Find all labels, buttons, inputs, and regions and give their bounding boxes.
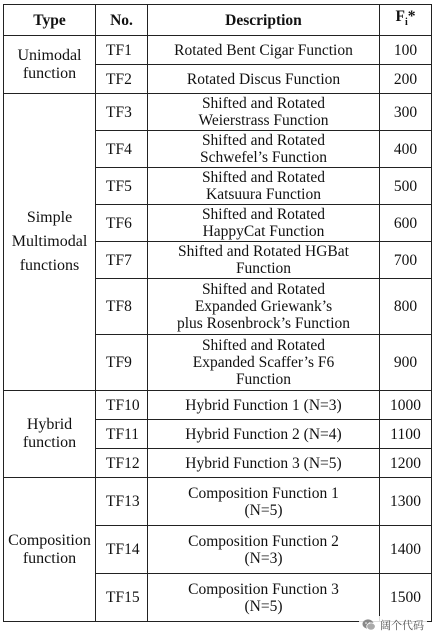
type-label-line: Hybrid <box>26 416 73 433</box>
function-number: TF14 <box>96 526 148 574</box>
type-label <box>6 532 93 568</box>
function-description <box>148 94 380 131</box>
description-line: Hybrid Function 2 (N=4) <box>185 425 342 443</box>
function-number: TF8 <box>96 279 148 335</box>
function-optimum-value: 900 <box>380 335 432 391</box>
type-cell <box>4 478 96 622</box>
table-row <box>4 36 432 65</box>
description-line: Shifted and Rotated <box>201 337 326 354</box>
description-line: (N=3) <box>244 549 283 567</box>
type-label <box>6 47 93 83</box>
function-optimum-value: 1200 <box>380 449 432 478</box>
type-label-line: Multimodal <box>11 233 88 250</box>
function-description <box>148 279 380 335</box>
function-description <box>148 574 380 622</box>
function-number: TF1 <box>96 36 148 65</box>
description-line: Shifted and Rotated <box>201 281 326 298</box>
type-label-line: function <box>22 549 77 567</box>
table-row <box>4 94 432 131</box>
type-label-line: Composition <box>8 531 91 549</box>
function-number: TF5 <box>96 168 148 205</box>
function-description <box>148 205 380 242</box>
function-optimum-value: 1100 <box>380 420 432 449</box>
function-description <box>148 168 380 205</box>
function-optimum-value: 100 <box>380 36 432 65</box>
function-optimum-value: 1500 <box>380 574 432 622</box>
watermark <box>359 616 427 634</box>
function-optimum-value: 600 <box>380 205 432 242</box>
function-number: TF7 <box>96 242 148 279</box>
description-line: Rotated Discus Function <box>186 70 341 88</box>
function-optimum-value: 1300 <box>380 478 432 526</box>
type-label-line: Unimodal <box>17 46 82 64</box>
description-line: Expanded Griewank’s <box>194 298 333 315</box>
description-line: Expanded Scaffer’s F6 <box>192 354 335 371</box>
description-line: (N=5) <box>244 501 283 519</box>
function-description <box>148 391 380 420</box>
table-body <box>4 36 432 622</box>
function-optimum-value: 300 <box>380 94 432 131</box>
function-description <box>148 526 380 574</box>
header-fi-main: F <box>395 8 405 26</box>
header-no: No. <box>96 5 148 36</box>
type-label-line: functions <box>19 257 80 274</box>
description-line: Hybrid Function 1 (N=3) <box>185 396 342 414</box>
header-fi-star: * <box>407 8 416 26</box>
description-line: Schwefel’s Function <box>200 149 327 166</box>
type-label-line: Simple <box>26 209 73 226</box>
description-line: plus Rosenbrock’s Function <box>176 315 351 332</box>
function-number: TF9 <box>96 335 148 391</box>
function-description <box>148 478 380 526</box>
benchmark-functions-table <box>3 4 432 622</box>
function-number: TF6 <box>96 205 148 242</box>
description-line: Shifted and Rotated <box>201 95 326 112</box>
function-description <box>148 449 380 478</box>
function-number: TF11 <box>96 420 148 449</box>
description-line: Composition Function 2 <box>188 532 339 550</box>
description-line: Shifted and Rotated <box>201 206 326 223</box>
description-line: Composition Function 1 <box>188 484 339 502</box>
description-line: Weierstrass Function <box>198 112 329 129</box>
wechat-icon <box>362 618 376 632</box>
function-number: TF13 <box>96 478 148 526</box>
type-label-line: function <box>22 434 77 451</box>
function-optimum-value: 800 <box>380 279 432 335</box>
description-line: Shifted and Rotated HGBat <box>178 243 349 260</box>
function-number: TF12 <box>96 449 148 478</box>
function-optimum-value: 500 <box>380 168 432 205</box>
function-description <box>148 335 380 391</box>
function-number: TF4 <box>96 131 148 168</box>
description-line: Function <box>235 260 292 277</box>
type-cell <box>4 36 96 94</box>
table-row <box>4 391 432 420</box>
header-type: Type <box>4 5 96 36</box>
function-number: TF15 <box>96 574 148 622</box>
description-line: Shifted and Rotated <box>201 169 326 186</box>
type-label <box>6 209 93 275</box>
function-number: TF3 <box>96 94 148 131</box>
function-description <box>148 420 380 449</box>
function-optimum-value: 1400 <box>380 526 432 574</box>
function-optimum-value: 700 <box>380 242 432 279</box>
description-line: Function <box>235 371 292 388</box>
function-description <box>148 131 380 168</box>
function-description <box>148 242 380 279</box>
function-description <box>148 65 380 94</box>
function-optimum-value: 1000 <box>380 391 432 420</box>
table-header-row <box>4 5 432 36</box>
type-cell <box>4 94 96 391</box>
header-fi-subscript: i <box>404 17 408 29</box>
type-cell <box>4 391 96 478</box>
header-description: Description <box>148 5 380 36</box>
function-optimum-value: 400 <box>380 131 432 168</box>
header-fi <box>380 5 432 36</box>
function-description <box>148 36 380 65</box>
function-number: TF2 <box>96 65 148 94</box>
description-line: Hybrid Function 3 (N=5) <box>185 454 342 472</box>
description-line: Rotated Bent Cigar Function <box>174 41 353 59</box>
benchmark-table-container <box>3 4 431 622</box>
description-line: Composition Function 3 <box>188 580 339 598</box>
watermark-text: 阔个代码 <box>380 619 424 632</box>
table-row <box>4 478 432 526</box>
description-line: HappyCat Function <box>202 223 325 240</box>
description-line: Katsuura Function <box>206 186 321 203</box>
type-label <box>6 416 93 452</box>
description-line: (N=5) <box>244 597 283 615</box>
function-optimum-value: 200 <box>380 65 432 94</box>
description-line: Shifted and Rotated <box>201 132 326 149</box>
function-number: TF10 <box>96 391 148 420</box>
type-label-line: function <box>22 64 77 82</box>
